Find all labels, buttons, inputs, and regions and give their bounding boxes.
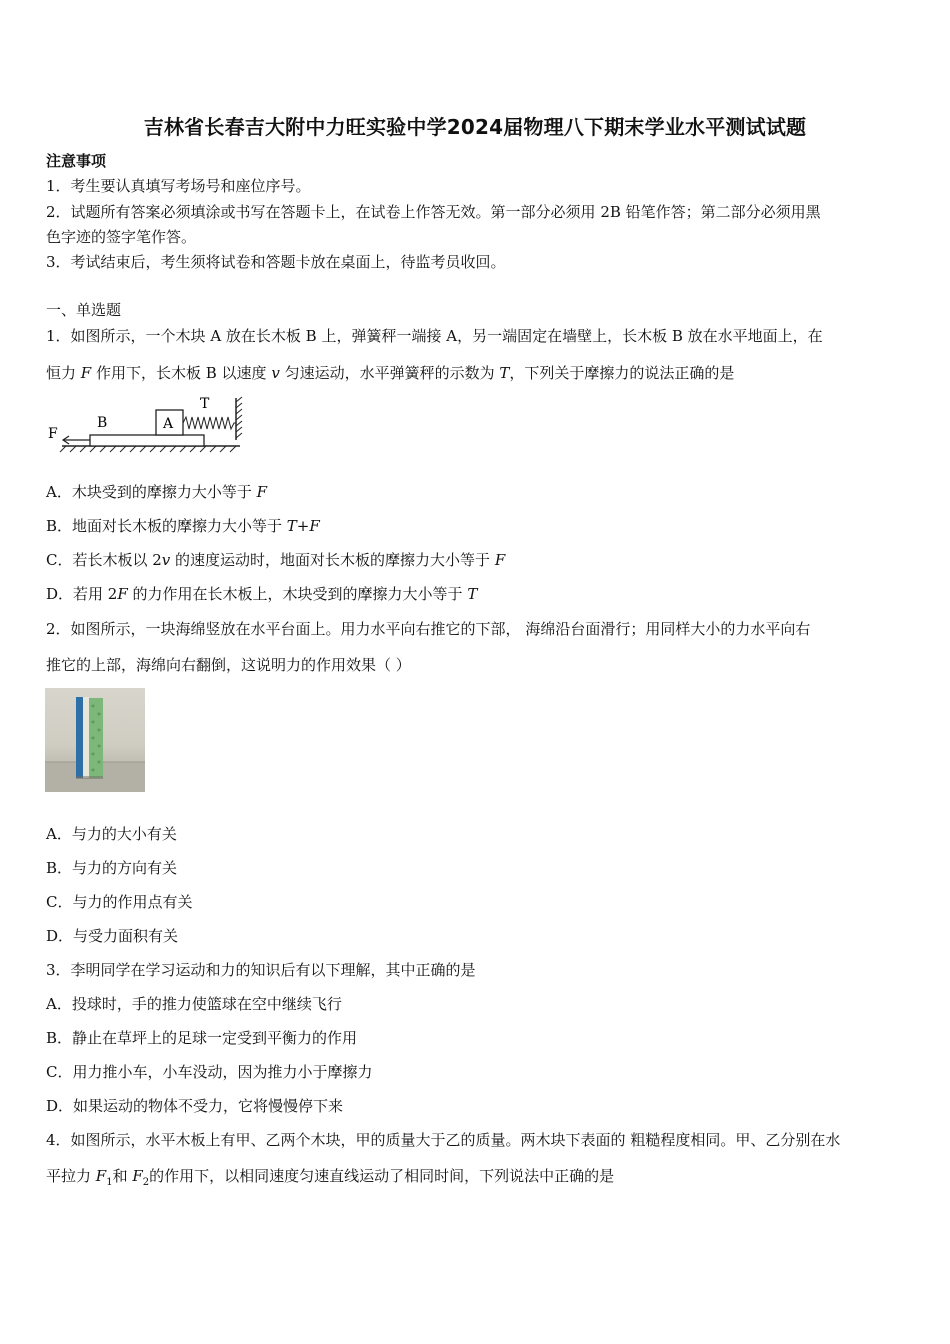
spring — [183, 417, 236, 429]
notice-item: 2．试题所有答案必须填涂或书写在答题卡上，在试卷上作答无效。第一部分必须用 2B 铅笔作答；第二部分必须用黑 — [46, 203, 821, 221]
board-b — [90, 435, 204, 446]
q1-option-b: B．地面对长木板的摩擦力大小等于 T+F — [46, 517, 320, 535]
label-t: T — [200, 396, 210, 412]
q2-option-a: A．与力的大小有关 — [46, 825, 177, 843]
notice-heading: 注意事项 — [46, 152, 107, 170]
q2-option-d: D．与受力面积有关 — [46, 927, 179, 945]
q3-option-d: D．如果运动的物体不受力，它将慢慢停下来 — [46, 1097, 344, 1115]
q3-option-c: C．用力推小车，小车没动，因为推力小于摩擦力 — [46, 1063, 373, 1081]
q1-figure-spring-block — [44, 394, 248, 454]
q1-stem-line1: 1．如图所示，一个木块 A 放在长木板 B 上，弹簧秤一端接 A，另一端固定在墙壁上，长木板 B 放在水平地面上，在 — [46, 327, 823, 345]
q4-stem-line1: 4．如图所示，水平木板上有甲、乙两个木块，甲的质量大于乙的质量。两木块下表面的 粗糙程度相同。甲、乙分别在水 — [46, 1131, 841, 1149]
q2-sponge-photo — [45, 688, 145, 792]
q3-option-a: A．投球时，手的推力使篮球在空中继续飞行 — [46, 995, 342, 1013]
notice-item: 色字迹的签字笔作答。 — [46, 228, 197, 246]
q1-stem-line2: 恒力 F 作用下，长木板 B 以速度 v 匀速运动，水平弹簧秤的示数为 T，下列关于摩擦力的说法正确的是 — [46, 364, 735, 382]
q2-option-c: C．与力的作用点有关 — [46, 893, 193, 911]
q3-stem: 3．李明同学在学习运动和力的知识后有以下理解，其中正确的是 — [46, 961, 476, 979]
q1-option-a: A．木块受到的摩擦力大小等于 F — [46, 483, 268, 501]
label-b: B — [97, 415, 108, 431]
sponge-green-layer — [89, 698, 103, 778]
q2-stem-line2: 推它的上部，海绵向右翻倒，这说明力的作用效果（ ） — [46, 656, 411, 674]
exam-title: 吉林省长春吉大附中力旺实验中学2024届物理八下期末学业水平测试试题 — [143, 115, 807, 139]
wall-hatching — [236, 397, 242, 438]
sponge-white-layer — [83, 697, 89, 778]
ground-hatching — [60, 446, 236, 452]
sponge-blue-layer — [76, 697, 83, 778]
q3-option-b: B．静止在草坪上的足球一定受到平衡力的作用 — [46, 1029, 358, 1047]
notice-item: 1．考生要认真填写考场号和座位序号。 — [46, 177, 311, 195]
label-f: F — [48, 426, 58, 442]
section-heading: 一、单选题 — [46, 301, 122, 319]
q2-stem-line1: 2．如图所示，一块海绵竖放在水平台面上。用力水平向右推它的下部， 海绵沿台面滑行；用同样大小的力水平向右 — [46, 620, 811, 638]
q1-option-c: C．若长木板以 2v 的速度运动时，地面对长木板的摩擦力大小等于 F — [46, 551, 506, 569]
q4-stem-line2: 平拉力 $F_1$和 $F_2$的作用下，以相同速度匀速直线运动了相同时间，下列说法中正确的是 — [46, 1167, 615, 1188]
q2-option-b: B．与力的方向有关 — [46, 859, 178, 877]
label-a: A — [163, 416, 174, 432]
notice-item: 3．考试结束后，考生须将试卷和答题卡放在桌面上，待监考员收回。 — [46, 253, 506, 271]
q1-option-d: D．若用 2F 的力作用在长木板上，木块受到的摩擦力大小等于 T — [46, 585, 478, 603]
